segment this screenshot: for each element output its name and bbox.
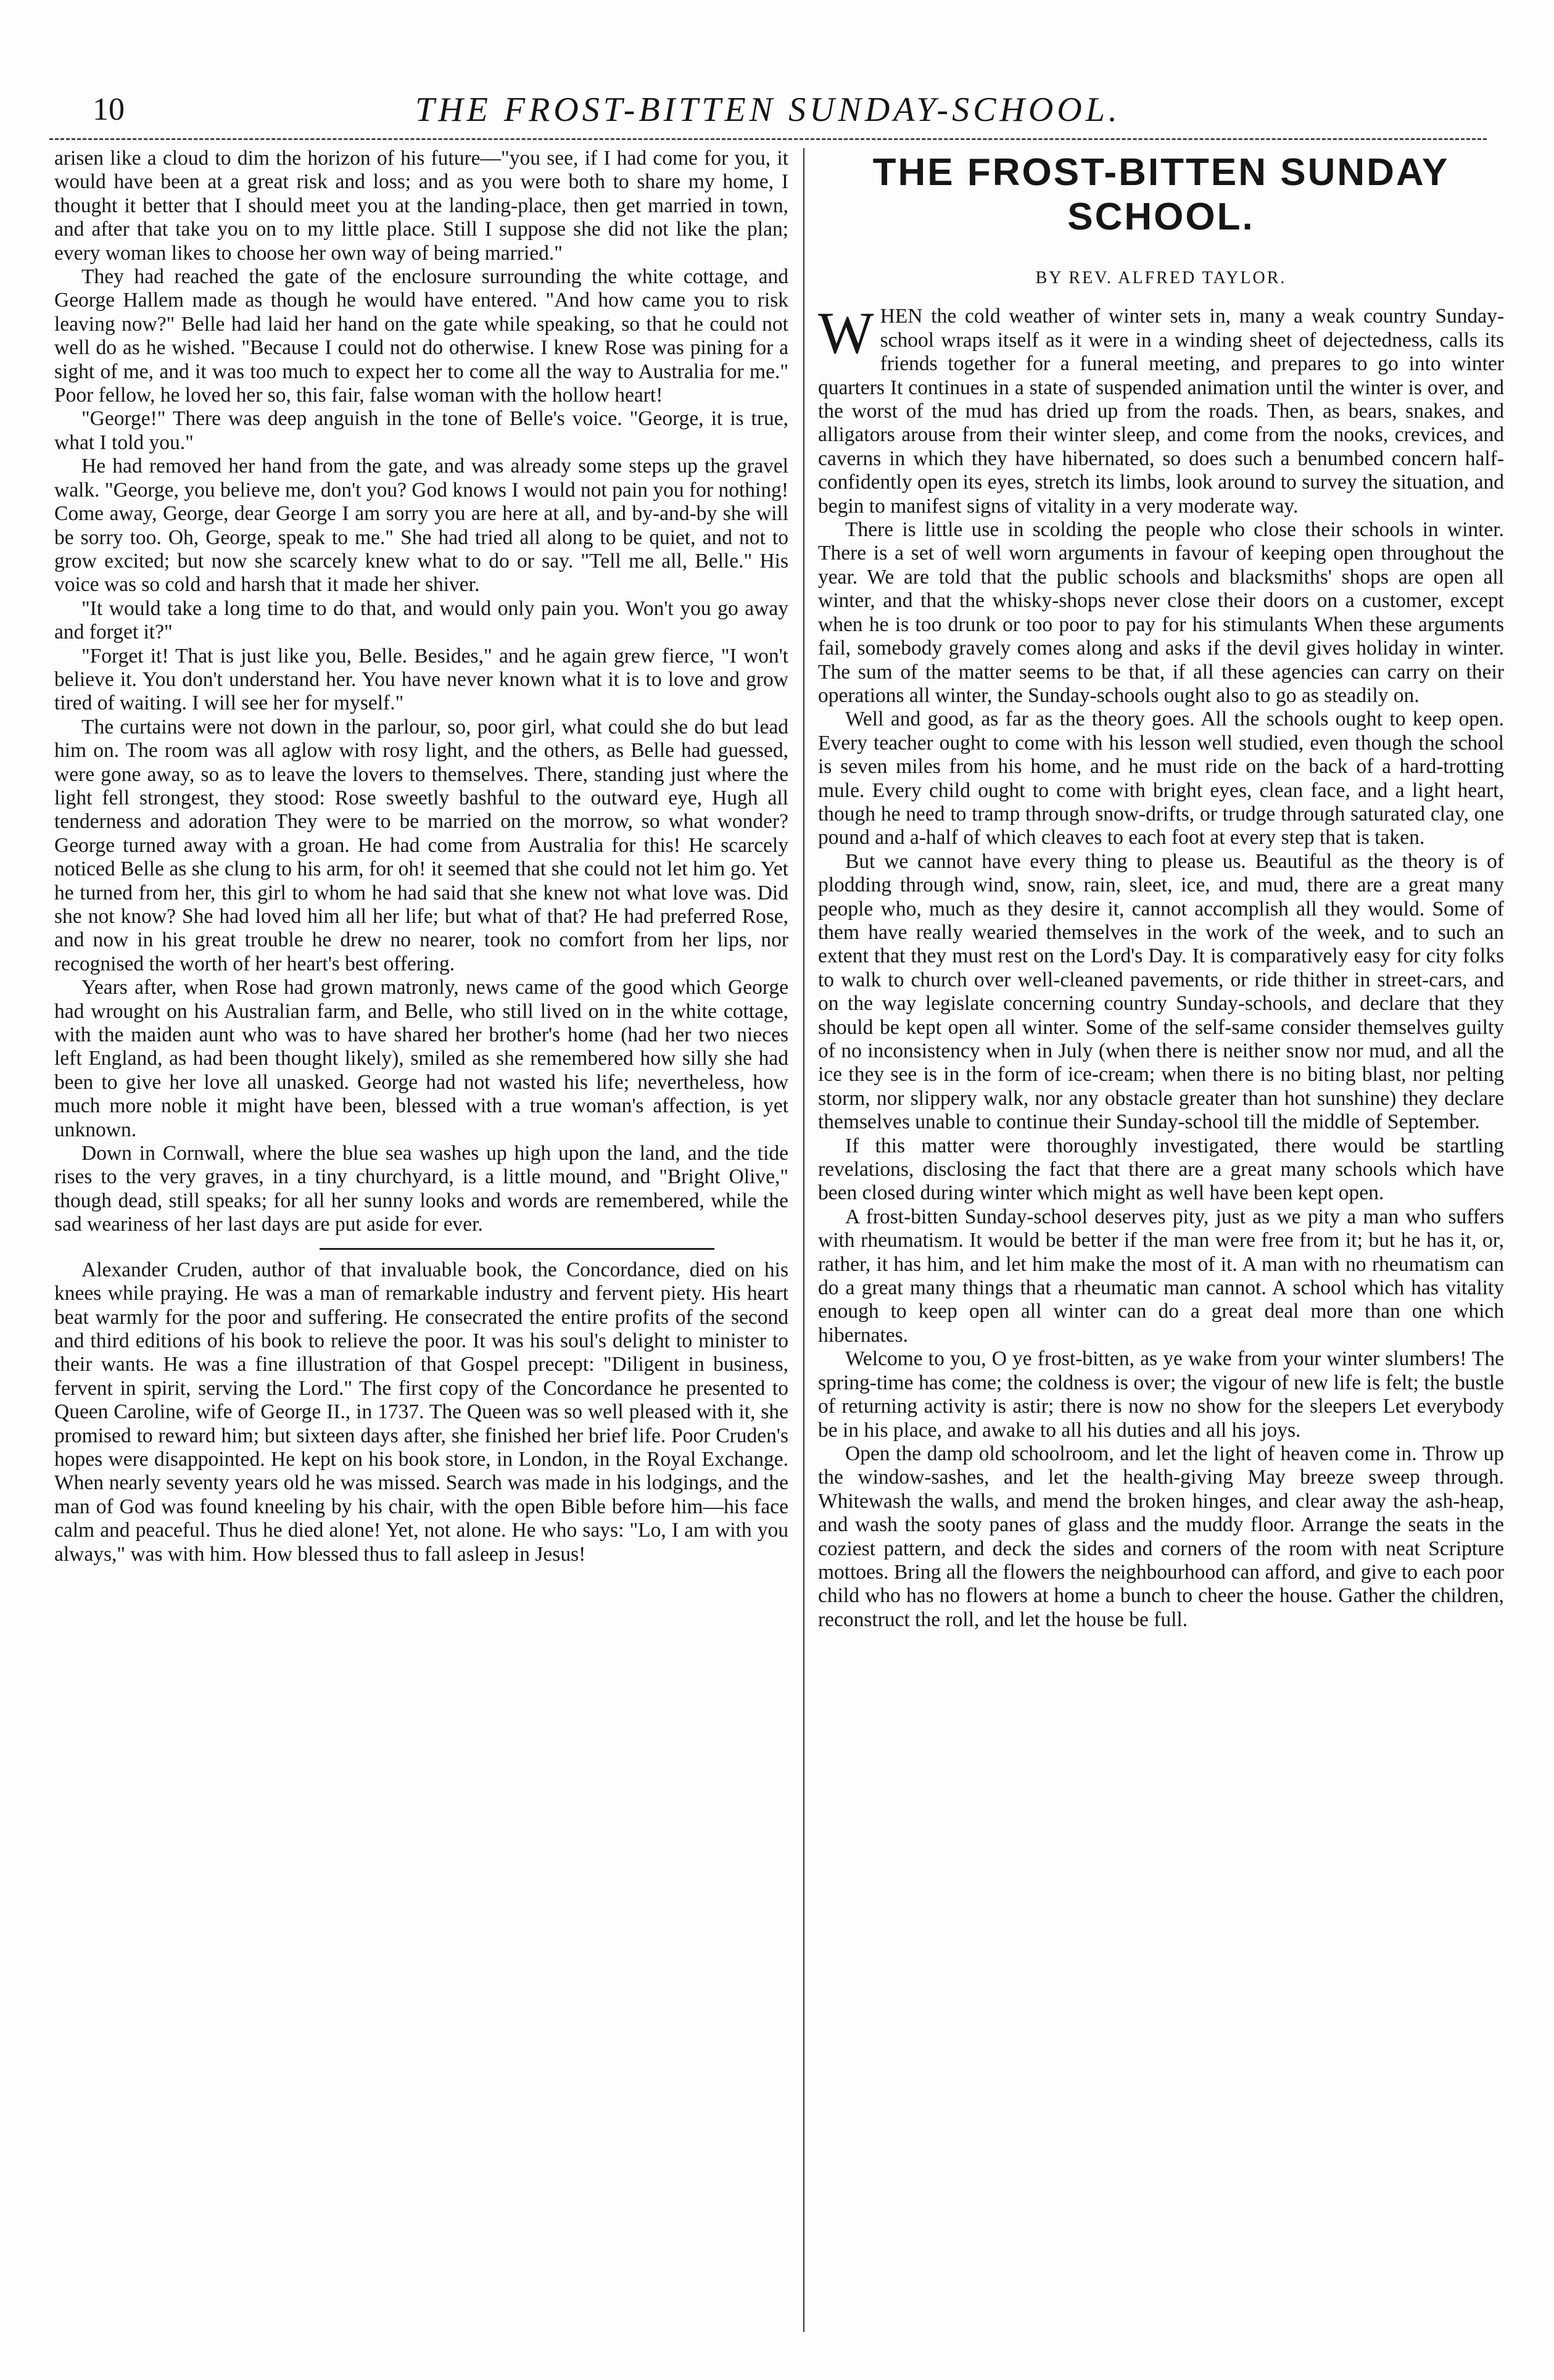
article-first-paragraph xyxy=(818,300,1504,518)
story-paragraph: He had removed her hand from the gate, and was already some steps up the gravel walk. "George, you believe me, don't you? God knows I would not pain you for nothing! Come away, George, dear George I am sorry you are here at all, and by-and-by she will be sorry too. Oh, George, speak to me." She had tried all along to be quiet, and not to grow excited; but now she scarcely knew what to do or say. "Tell me all, Belle." His voice was so cold and harsh that it made her shiver. xyxy=(54,455,788,597)
story-paragraph: arisen like a cloud to dim the horizon of his future—"you see, if I had come for you, it would have been at a great risk and loss; and as you were both to share my home, I thought it better that I should meet you at the landing-place, then get married in town, and after that take you on to my little place. Still I suppose she did not like the plan; every woman likes to choose her own way of being married." xyxy=(54,147,788,265)
article-paragraph: A frost-bitten Sunday-school deserves pity, just as we pity a man who suffers with rheumatism. It would be better if the man were free from it; but he has it, or, rather, it has him, and let him make the most of it. A man with no rheumatism can do a great many things that a rheumatic man cannot. A school which has vitality enough to keep open all winter can do a great deal more than one which hibernates. xyxy=(818,1205,1504,1347)
running-head: THE FROST-BITTEN SUNDAY-SCHOOL. xyxy=(415,91,1121,129)
story-paragraph: They had reached the gate of the enclosure surrounding the white cottage, and George Hallem made as though he would have entered. "And how came you to risk leaving now?" Belle had laid her hand on the gate while speaking, so that he could not well do as he wished. "Because I could not do otherwise. I knew Rose was pining for a sight of me, and it was too much to expect her to come all the way to Australia for me." Poor fellow, he loved her so, this fair, false woman with the hollow heart! xyxy=(54,265,788,407)
left-column xyxy=(54,147,788,2343)
article-paragraph: Well and good, as far as the theory goes. All the schools ought to keep open. Every teacher ought to come with his lesson well studied, even though the school is seven miles from his home, and he must ride on the back of a hard-trotting mule. Every child ought to come with bright eyes, clean face, and a light heart, though he need to tramp through snow-drifts, or trudge through saturated clay, one pound and a-half of which cleaves to each foot at every step that is taken. xyxy=(818,708,1504,849)
header-rule xyxy=(49,138,1487,140)
story-paragraph: "George!" There was deep anguish in the tone of Belle's voice. "George, it is true, what I told you." xyxy=(54,407,788,454)
story-paragraph: Years after, when Rose had grown matronly, news came of the good which George had wrought on his Australian farm, and Belle, who still lived on in the white cottage, with the maiden aunt who was to have shared her brother's home (had her two nieces left England, as had been thought likely), smiled as she remembered how silly she had been to give her love all unasked. George had not wasted his life; nevertheless, how much more noble it might have been, blessed with a true woman's affection, is yet unknown. xyxy=(54,976,788,1141)
article-paragraph: But we cannot have every thing to please us. Beautiful as the theory is of plodding through wind, snow, rain, sleet, ice, and mud, there are a great many people who, much as they desire it, cannot accomplish all they would. Some of them have really wearied themselves in the work of the week, and to such an extent that they must rest on the Lord's Day. It is comparatively easy for city folks to walk to church over well-cleaned pavements, or ride thither in street-cars, and on the way legislate concerning country Sunday-schools, and declare that they should be kept open all winter. Some of the self-same consider themselves guilty of no inconsistency when in July (when there is neither snow nor mud, and all the ice they see is in the form of ice-cream; when there is no biting blast, nor pelting storm, nor slippery walk, nor any obstacle greater than hot sunshine) they declare themselves unable to continue their Sunday-school till the middle of September. xyxy=(818,849,1504,1134)
story-paragraph: "Forget it! That is just like you, Belle. Besides," and he again grew fierce, "I won't believe it. You don't understand her. You have never known what it is to love and grow tired of waiting. I will see her for myself." xyxy=(54,644,788,715)
article-paragraph: There is little use in scolding the people who close their schools in winter. There is a set of well worn arguments in favour of keeping open throughout the year. We are told that the public schools and blacksmiths' shops are open all winter, and that the whisky-shops never close their doors on a customer, except when he is too drunk or too poor to pay for his stimulants When these arguments fail, somebody gravely comes along and asks if the devil gives holiday in winter. The sum of the matter seems to be that, if all these agencies can carry on their operations all winter, the Sunday-schools ought also to go as steadily on. xyxy=(818,518,1504,707)
section-rule xyxy=(320,1248,714,1250)
dropcap-letter: W xyxy=(818,300,874,366)
first-paragraph-text: HEN the cold weather of winter sets in, many a weak country Sunday-school wraps itself as it were in a winding sheet of dejectedness, calls its friends together for a funeral meeting, and prepares to go into winter quarters It continues in a state of suspended animation until the winter is over, and the worst of the mud has dried up from the roads. Then, as bears, snakes, and alligators arouse from their winter sleep, and come from the nooks, crevices, and caverns in which they have hibernated, so does such a benumbed concern half-confidently open its eyes, stretch its limbs, look around to survey the situation, and begin to manifest signs of vitality in a very moderate way. xyxy=(818,305,1504,518)
right-column xyxy=(818,147,1504,2343)
story-paragraph: Down in Cornwall, where the blue sea washes up high upon the land, and the tide rises to the very graves, in a tiny churchyard, is a little mound, and "Bright Olive," though dead, still speaks; for all her sunny looks and words are remembered, while the sad weariness of her last days are put aside for ever. xyxy=(54,1142,788,1236)
article-title: THE FROST-BITTEN SUNDAY SCHOOL. xyxy=(872,151,1450,238)
cruden-paragraph: Alexander Cruden, author of that invaluable book, the Concordance, died on his knees while praying. He was a man of remarkable industry and fervent piety. His heart beat warmly for the poor and suffering. He consecrated the entire profits of the second and third editions of his book to relieve the poor. It was his soul's delight to minister to their wants. He was a fine illustration of that Gospel precept: "Diligent in business, fervent in spirit, serving the Lord." The first copy of the Concordance he presented to Queen Caroline, wife of George II., in 1737. The Queen was so well pleased with it, she promised to reward him; but sixteen days after, she finished her brief life. Poor Cruden's hopes were disappointed. He kept on his book store, in London, in the Royal Exchange. When nearly seventy years old he was missed. Search was made in his lodgings, and the man of God was found kneeling by his chair, with the open Bible before him—his face calm and peaceful. Thus he died alone! Yet, not alone. He who says: "Lo, I am with you always," was with him. How blessed thus to fall asleep in Jesus! xyxy=(54,1258,788,1566)
article-paragraph: If this matter were thoroughly investigated, there would be startling revelations, disclosing the fact that there are a great many schools which have been closed during winter which might as well have been kept open. xyxy=(818,1134,1504,1205)
story-paragraph: "It would take a long time to do that, and would only pain you. Won't you go away and forget it?" xyxy=(54,597,788,644)
article-paragraph: Open the damp old schoolroom, and let the light of heaven come in. Throw up the window-sashes, and let the health-giving May breeze sweep through. Whitewash the walls, and mend the broken hinges, and clear away the ash-heap, and wash the sooty panes of glass and the muddy floor. Arrange the seats in the coziest pattern, and deck the sides and corners of the room with neat Scripture mottoes. Bring all the flowers the neighbourhood can afford, and give to each poor child who has no flowers at home a bunch to cheer the house. Gather the children, reconstruct the roll, and let the house be full. xyxy=(818,1442,1504,1631)
story-paragraph: The curtains were not down in the parlour, so, poor girl, what could she do but lead him on. The room was all aglow with rosy light, and the others, as Belle had guessed, were gone away, so as to leave the lovers to themselves. There, standing just where the light fell strongest, they stood: Rose sweetly bashful to the outward eye, Hugh all tenderness and adoration They were to be married on the morrow, so what wonder? George turned away with a groan. He had come from Australia for this! He scarcely noticed Belle as she clung to his arm, for oh! it seemed that she could not let him go. Yet he turned from her, this girl to whom he had said that she knew not what love was. Did she not know? She had loved him all her life; but what of that? He had preferred Rose, and now in his great trouble he drew no nearer, took no comfort from her lips, nor recognised the worth of her heart's best offering. xyxy=(54,715,788,975)
byline: BY REV. ALFRED TAYLOR. xyxy=(1035,268,1287,287)
article-paragraph: Welcome to you, O ye frost-bitten, as ye wake from your winter slumbers! The spring-time has come; the coldness is over; the vigour of new life is felt; the bustle of returning activity is astir; there is now no show for the sleepers Let everybody be in his place, and awake to all his duties and all his joys. xyxy=(818,1347,1504,1442)
page-number: 10 xyxy=(93,92,125,127)
page-header xyxy=(49,85,1487,134)
column-divider xyxy=(803,148,804,2332)
